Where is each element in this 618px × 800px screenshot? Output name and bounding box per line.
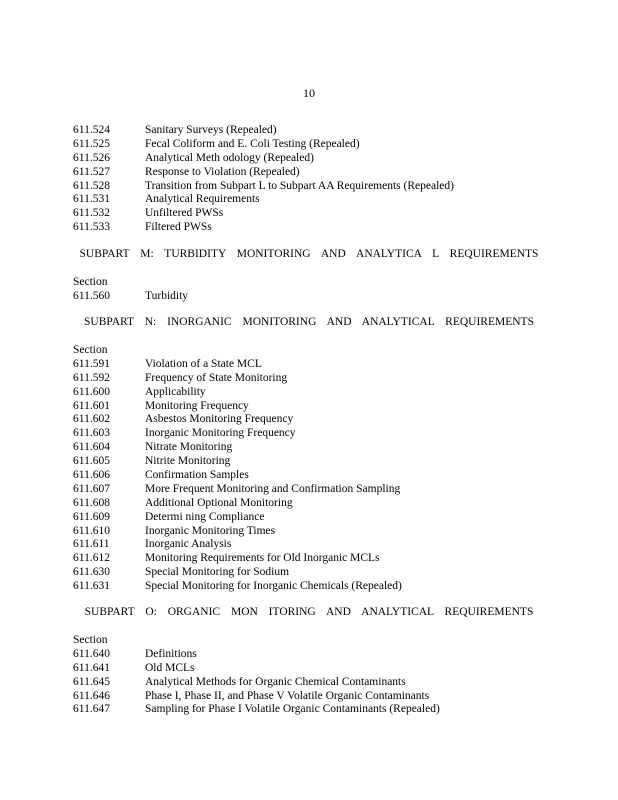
subpart-m-block xyxy=(73,276,188,304)
subpart-n-heading: SUBPART N: INORGANIC MONITORING AND ANALYTICAL REQUIREMENTS xyxy=(84,316,534,328)
section-label: Section xyxy=(73,634,108,646)
section-row xyxy=(73,400,402,414)
subpart-o-block xyxy=(73,634,440,717)
section-row xyxy=(73,525,402,539)
section-title: Determi ning Compliance xyxy=(145,510,265,523)
section-title: Monitoring Requirements for Old Inorganic MCLs xyxy=(145,552,380,565)
section-title: Confirmation Samples xyxy=(145,469,249,482)
section-title: More Frequent Monitoring and Confirmation Sampling xyxy=(145,482,401,495)
section-row xyxy=(73,290,188,304)
section-title: Definitions xyxy=(145,647,197,660)
section-number: 611.602 xyxy=(73,413,110,426)
section-row xyxy=(73,511,402,525)
section-number: 611.600 xyxy=(73,385,110,398)
section-list-group1 xyxy=(73,124,454,235)
section-list-subpart-o xyxy=(73,648,440,717)
section-number: 611.591 xyxy=(73,357,110,370)
section-row xyxy=(73,566,402,580)
section-title: Phase I, Phase II, and Phase V Volatile Organic Contaminants xyxy=(145,689,430,702)
section-title: Inorganic Monitoring Frequency xyxy=(145,427,296,440)
section-number: 611.630 xyxy=(73,566,110,579)
section-title: Turbidity xyxy=(145,289,189,302)
section-title: Additional Optional Monitoring xyxy=(145,496,293,509)
section-row xyxy=(73,552,402,566)
section-row xyxy=(73,372,402,386)
section-title: Nitrate Monitoring xyxy=(145,441,233,454)
section-title: Special Monitoring for Sodium xyxy=(145,566,290,579)
section-row xyxy=(73,580,402,594)
section-number: 611.607 xyxy=(73,482,110,495)
section-title: Response to Violation (Repealed) xyxy=(145,165,300,178)
section-number: 611.604 xyxy=(73,441,110,454)
section-number: 611.645 xyxy=(73,675,110,688)
section-title: Filtered PWSs xyxy=(145,221,212,234)
section-number: 611.631 xyxy=(73,580,110,593)
section-row xyxy=(73,497,402,511)
section-title: Old MCLs xyxy=(145,661,195,674)
section-title: Transition from Subpart L to Subpart AA Requirements (Repealed) xyxy=(145,179,454,192)
section-title: Violation of a State MCL xyxy=(145,357,262,370)
section-number: 611.524 xyxy=(73,124,110,136)
section-title: Sanitary Surveys (Repealed) xyxy=(145,124,277,136)
page-number: 10 xyxy=(303,86,315,100)
section-title: Applicability xyxy=(145,385,206,398)
section-row xyxy=(73,358,402,372)
section-number: 611.528 xyxy=(73,179,110,192)
section-row xyxy=(73,648,440,662)
section-title: Monitoring Frequency xyxy=(145,399,249,412)
subpart-n-block xyxy=(73,344,402,594)
section-row xyxy=(73,166,454,180)
section-title: Unfiltered PWSs xyxy=(145,207,224,220)
section-number: 611.641 xyxy=(73,661,110,674)
section-title: Analytical Requirements xyxy=(145,193,260,206)
section-number: 611.603 xyxy=(73,427,110,440)
section-list-subpart-n xyxy=(73,358,402,594)
section-row xyxy=(73,413,402,427)
section-title: Fecal Coliform and E. Coli Testing (Repealed) xyxy=(145,137,360,150)
subpart-m-heading: SUBPART M: TURBIDITY MONITORING AND ANALYTICA L REQUIREMENTS xyxy=(79,248,539,260)
section-list-subpart-m xyxy=(73,290,188,304)
section-number: 611.606 xyxy=(73,469,110,482)
section-row xyxy=(73,662,440,676)
section-row xyxy=(73,221,454,235)
section-number: 611.612 xyxy=(73,552,110,565)
section-number: 611.609 xyxy=(73,510,110,523)
section-number: 611.592 xyxy=(73,371,110,384)
section-number: 611.605 xyxy=(73,455,110,468)
section-title: Sampling for Phase I Volatile Organic Contaminants (Repealed) xyxy=(145,703,440,716)
section-number: 611.601 xyxy=(73,399,110,412)
section-number: 611.525 xyxy=(73,137,110,150)
subpart-o-heading: SUBPART O: ORGANIC MON ITORING AND ANALYTICAL REQUIREMENTS xyxy=(84,606,534,618)
section-row xyxy=(73,455,402,469)
section-row xyxy=(73,386,402,400)
section-row xyxy=(73,483,402,497)
section-row xyxy=(73,124,454,138)
section-number: 611.611 xyxy=(73,538,110,551)
section-number: 611.608 xyxy=(73,496,110,509)
section-row xyxy=(73,703,440,717)
section-row xyxy=(73,441,402,455)
section-number: 611.533 xyxy=(73,221,110,234)
section-row xyxy=(73,427,402,441)
section-title: Inorganic Monitoring Times xyxy=(145,524,276,537)
section-row xyxy=(73,180,454,194)
section-row xyxy=(73,676,440,690)
section-row xyxy=(73,690,440,704)
section-number: 611.560 xyxy=(73,289,110,302)
section-number: 611.647 xyxy=(73,703,110,716)
section-number: 611.527 xyxy=(73,165,110,178)
section-title: Nitrite Monitoring xyxy=(145,455,231,468)
section-title: Special Monitoring for Inorganic Chemicals (Repealed) xyxy=(145,580,402,593)
section-row xyxy=(73,193,454,207)
section-title: Analytical Meth odology (Repealed) xyxy=(145,151,314,164)
section-title: Asbestos Monitoring Frequency xyxy=(145,413,294,426)
section-row xyxy=(73,207,454,221)
section-title: Inorganic Analysis xyxy=(145,538,232,551)
section-title: Frequency of State Monitoring xyxy=(145,371,288,384)
section-row xyxy=(73,469,402,483)
section-label: Section xyxy=(73,344,108,356)
section-row xyxy=(73,152,454,166)
section-row xyxy=(73,138,454,152)
section-number: 611.610 xyxy=(73,524,110,537)
section-number: 611.526 xyxy=(73,151,110,164)
section-row xyxy=(73,538,402,552)
section-number: 611.646 xyxy=(73,689,110,702)
section-number: 611.640 xyxy=(73,647,110,660)
section-title: Analytical Methods for Organic Chemical Contaminants xyxy=(145,675,406,688)
section-number: 611.532 xyxy=(73,207,110,220)
section-number: 611.531 xyxy=(73,193,110,206)
section-label: Section xyxy=(73,276,108,288)
